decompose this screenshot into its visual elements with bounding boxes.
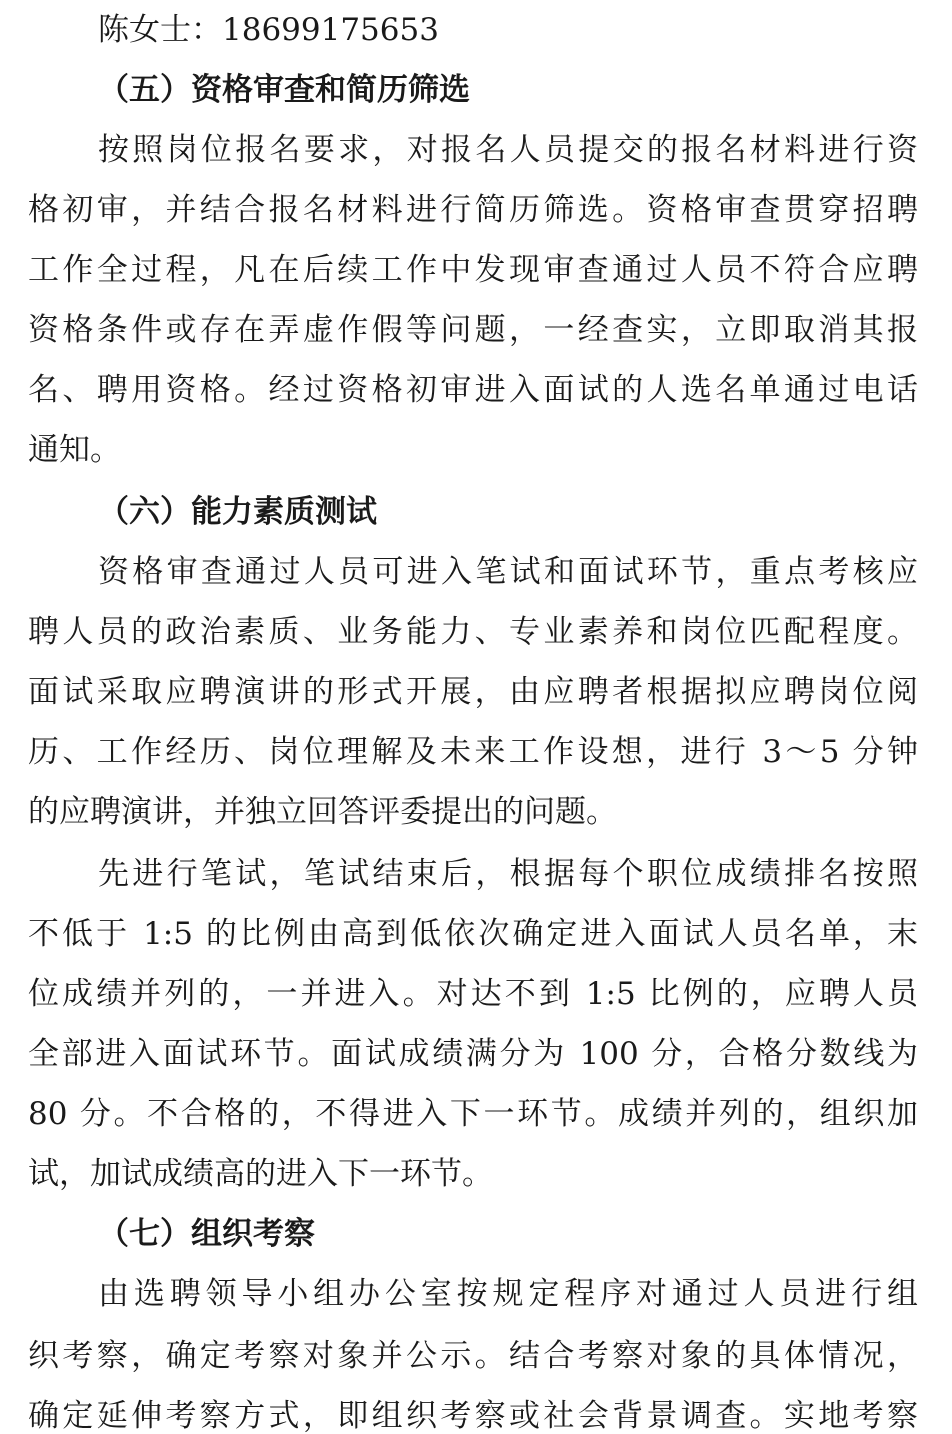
section-6-para-1-line-1: 资格审查通过人员可进入笔试和面试环节，重点考核应 — [98, 554, 918, 590]
section-6-para-2-line-4: 全部进入面试环节。面试成绩满分为 100 分，合格分数线为 — [28, 1036, 918, 1072]
section-6-para-1-line-4: 历、工作经历、岗位理解及未来工作设想，进行 3～5 分钟 — [28, 734, 918, 770]
section-7-line-3: 确定延伸考察方式，即组织考察或社会背景调查。实地考察 — [28, 1398, 918, 1434]
section-5-line-2: 格初审，并结合报名材料进行简历筛选。资格审查贯穿招聘 — [28, 192, 918, 228]
section-5-line-5: 名、聘用资格。经过资格初审进入面试的人选名单通过电话 — [28, 372, 918, 408]
section-6-para-1-line-5: 的应聘演讲，并独立回答评委提出的问题。 — [28, 794, 617, 830]
contact-line: 陈女士：18699175653 — [98, 12, 439, 48]
section-5-line-4: 资格条件或存在弄虚作假等问题，一经查实，立即取消其报 — [28, 312, 918, 348]
section-6-para-2-line-1: 先进行笔试，笔试结束后，根据每个职位成绩排名按照 — [98, 856, 918, 892]
section-5-line-6: 通知。 — [28, 432, 121, 468]
section-6-heading: （六）能力素质测试 — [98, 494, 377, 530]
section-7-heading: （七）组织考察 — [98, 1216, 315, 1252]
section-7-line-2: 织考察，确定考察对象并公示。结合考察对象的具体情况， — [28, 1338, 918, 1374]
section-5-line-1: 按照岗位报名要求，对报名人员提交的报名材料进行资 — [98, 132, 918, 168]
section-6-para-2-line-5: 80 分。不合格的，不得进入下一环节。成绩并列的，组织加 — [28, 1096, 918, 1132]
section-6-para-1-line-2: 聘人员的政治素质、业务能力、专业素养和岗位匹配程度。 — [28, 614, 918, 650]
section-6-para-2-line-2: 不低于 1:5 的比例由高到低依次确定进入面试人员名单，末 — [28, 916, 918, 952]
section-6-para-1-line-3: 面试采取应聘演讲的形式开展，由应聘者根据拟应聘岗位阅 — [28, 674, 918, 710]
section-5-line-3: 工作全过程，凡在后续工作中发现审查通过人员不符合应聘 — [28, 252, 918, 288]
section-7-line-1: 由选聘领导小组办公室按规定程序对通过人员进行组 — [98, 1276, 918, 1312]
section-6-para-2-line-3: 位成绩并列的，一并进入。对达不到 1:5 比例的，应聘人员 — [28, 976, 918, 1012]
section-5-heading: （五）资格审查和简历筛选 — [98, 72, 470, 108]
section-6-para-2-line-6: 试，加试成绩高的进入下一环节。 — [28, 1156, 493, 1192]
